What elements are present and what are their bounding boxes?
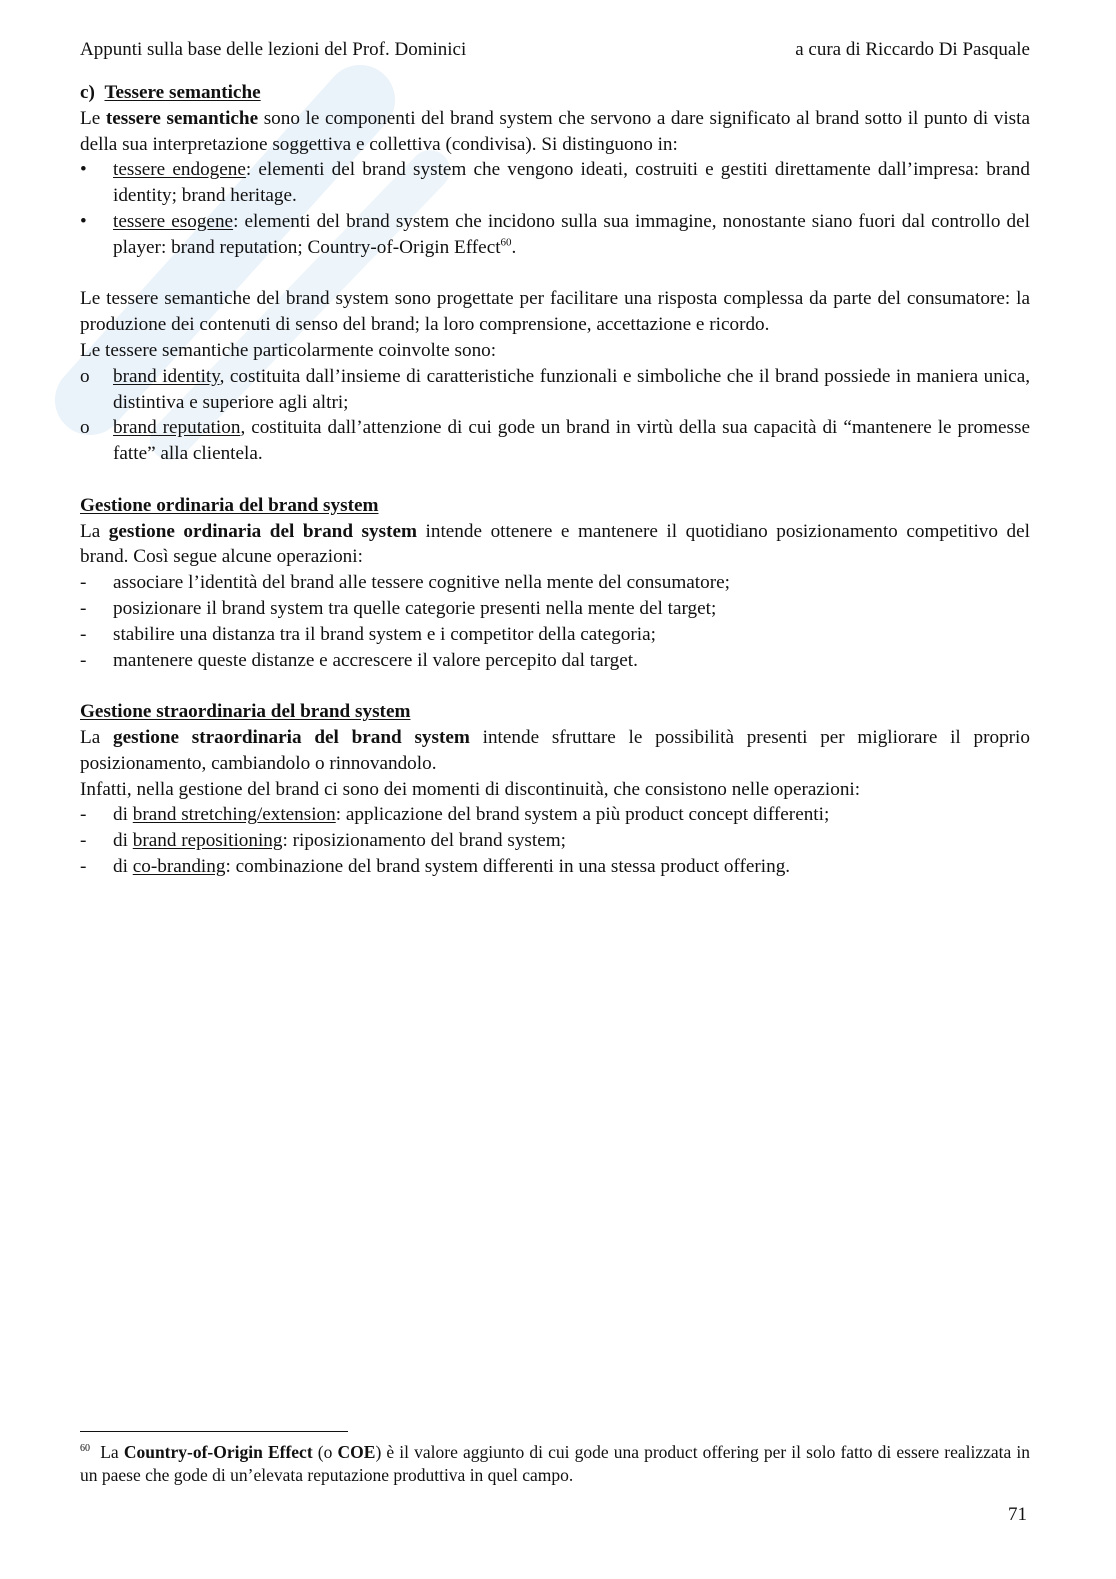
sub-marker: o bbox=[80, 365, 90, 387]
dash-marker: - bbox=[80, 572, 87, 594]
dash-marker: - bbox=[80, 623, 87, 645]
section-straordinaria-paragraph: Infatti, nella gestione del brand ci sono dei momenti di discontinuità, che consistono nelle operazioni: bbox=[80, 778, 861, 800]
dash-marker: - bbox=[80, 597, 87, 619]
header-left: Appunti sulla base delle lezioni del Prof. Dominici bbox=[80, 39, 467, 60]
list-text: , costituita dall’insieme di caratteristiche funzionali e simboliche che il brand possiede in maniera unica, distintiva e superiore agli altri; bbox=[113, 365, 1031, 413]
section-c-paragraph: Le tessere semantiche del brand system sono progettate per facilitare una risposta complessa da parte del consumatore: la produzione dei contenuti di senso del brand; la loro comprensione, accettazione e ricordo. bbox=[80, 288, 1030, 336]
list-text: : riposizionamento del brand system; bbox=[282, 830, 566, 852]
list-term: brand identity bbox=[113, 365, 220, 387]
intro-text: La bbox=[80, 520, 109, 542]
list-text: posizionare il brand system tra quelle categorie presenti nella mente del target; bbox=[113, 597, 717, 619]
footnote-text: (o bbox=[312, 1442, 338, 1462]
list-item bbox=[80, 570, 1030, 596]
list-term: brand reputation bbox=[113, 417, 241, 439]
bullet-list bbox=[80, 157, 1030, 260]
list-pre: di bbox=[113, 830, 133, 852]
footnote-bold-term: COE bbox=[337, 1442, 376, 1462]
list-term: tessere esogene bbox=[113, 210, 234, 232]
page-body bbox=[80, 80, 1030, 880]
section-c-title: Tessere semantiche bbox=[104, 82, 261, 103]
footnote-ref: 60 bbox=[500, 236, 512, 249]
section-straordinaria-heading bbox=[80, 699, 1030, 725]
section-c-marker: c) bbox=[80, 82, 95, 103]
list-item bbox=[80, 364, 1030, 416]
list-term: co-branding bbox=[132, 855, 226, 877]
footnote-text: ) è il valore aggiunto di cui gode una product offering per il solo fatto di essere realizzata in un paese che gode di un’elevata reputazione produttiva in quel campo. bbox=[80, 1442, 1030, 1485]
list-item bbox=[80, 828, 1030, 854]
list-text: associare l’identità del brand alle tessere cognitive nella mente del consumatore; bbox=[113, 572, 730, 594]
section-ordinaria-title: Gestione ordinaria del brand system bbox=[80, 494, 379, 516]
list-item bbox=[80, 802, 1030, 828]
sub-list bbox=[80, 364, 1030, 467]
list-term: brand repositioning bbox=[132, 830, 283, 852]
dash-list bbox=[80, 802, 1030, 879]
list-item bbox=[80, 622, 1030, 648]
list-text: stabilire una distanza tra il brand system e i competitor della categoria; bbox=[113, 623, 656, 645]
footnote bbox=[80, 1441, 1030, 1487]
section-straordinaria-title: Gestione straordinaria del brand system bbox=[80, 701, 411, 723]
header-right: a cura di Riccardo Di Pasquale bbox=[795, 39, 1030, 60]
intro-text: intende sfruttare le possibilità presenti per migliorare il proprio posizionamento, cambiandolo o rinnovandolo. bbox=[80, 726, 1030, 774]
list-item bbox=[80, 157, 1030, 209]
section-c-intro bbox=[80, 106, 1030, 158]
footnote-bold-term: Country-of-Origin Effect bbox=[123, 1442, 313, 1462]
list-term: tessere endogene bbox=[113, 159, 246, 181]
list-pre: di bbox=[113, 855, 133, 877]
bullet-marker: • bbox=[80, 210, 87, 232]
list-text: : elementi del brand system che vengono ideati, costruiti e gestiti direttamente dall’impresa: brand identity; brand heritage. bbox=[113, 159, 1030, 207]
list-text-tail: . bbox=[511, 236, 517, 258]
intro-bold-term: tessere semantiche bbox=[105, 107, 259, 129]
list-text: , costituita dall’attenzione di cui gode un brand in virtù della sua capacità di “mantenere le promesse fatte” alla clientela. bbox=[113, 417, 1030, 465]
dash-marker: - bbox=[80, 855, 87, 877]
dash-marker: - bbox=[80, 804, 87, 826]
list-text: : elementi del brand system che incidono sulla sua immagine, nonostante siano fuori dal controllo del player: brand reputation; Country-of-Origin Effect bbox=[113, 210, 1030, 258]
sub-marker: o bbox=[80, 417, 90, 439]
list-term: brand stretching/extension bbox=[132, 804, 336, 826]
footnote-text: La bbox=[90, 1442, 124, 1462]
list-item bbox=[80, 648, 1030, 674]
section-ordinaria-intro bbox=[80, 519, 1030, 571]
dash-list bbox=[80, 570, 1030, 673]
footnote-divider bbox=[80, 1431, 348, 1432]
dash-marker: - bbox=[80, 830, 87, 852]
intro-text: intende ottenere e mantenere il quotidiano posizionamento competitivo del brand. Così segue alcune operazioni: bbox=[80, 520, 1030, 568]
bullet-marker: • bbox=[80, 159, 87, 181]
list-item bbox=[80, 596, 1030, 622]
section-c-paragraph: Le tessere semantiche particolarmente coinvolte sono: bbox=[80, 339, 497, 361]
list-pre: di bbox=[113, 804, 133, 826]
list-text: : combinazione del brand system differenti in una stessa product offering. bbox=[225, 855, 791, 877]
intro-text: Le bbox=[80, 107, 106, 129]
page-header bbox=[80, 38, 1030, 62]
list-text: mantenere queste distanze e accrescere il valore percepito dal target. bbox=[113, 649, 638, 671]
footnote-number: 60 bbox=[80, 1443, 90, 1455]
intro-bold-term: gestione ordinaria del brand system bbox=[108, 520, 417, 542]
intro-text: sono le componenti del brand system che servono a dare significato al brand sotto il punto di vista della sua interpretazione soggettiva e collettiva (condivisa). Si distinguono in: bbox=[80, 107, 1030, 155]
page-number: 71 bbox=[1008, 1504, 1027, 1525]
section-c-heading bbox=[80, 80, 1030, 106]
section-straordinaria-intro bbox=[80, 725, 1030, 777]
list-text: : applicazione del brand system a più product concept differenti; bbox=[335, 804, 830, 826]
list-item bbox=[80, 854, 1030, 880]
intro-bold-term: gestione straordinaria del brand system bbox=[112, 726, 470, 748]
section-ordinaria-heading bbox=[80, 493, 1030, 519]
list-item bbox=[80, 415, 1030, 467]
intro-text: La bbox=[80, 726, 113, 748]
dash-marker: - bbox=[80, 649, 87, 671]
list-item bbox=[80, 209, 1030, 261]
